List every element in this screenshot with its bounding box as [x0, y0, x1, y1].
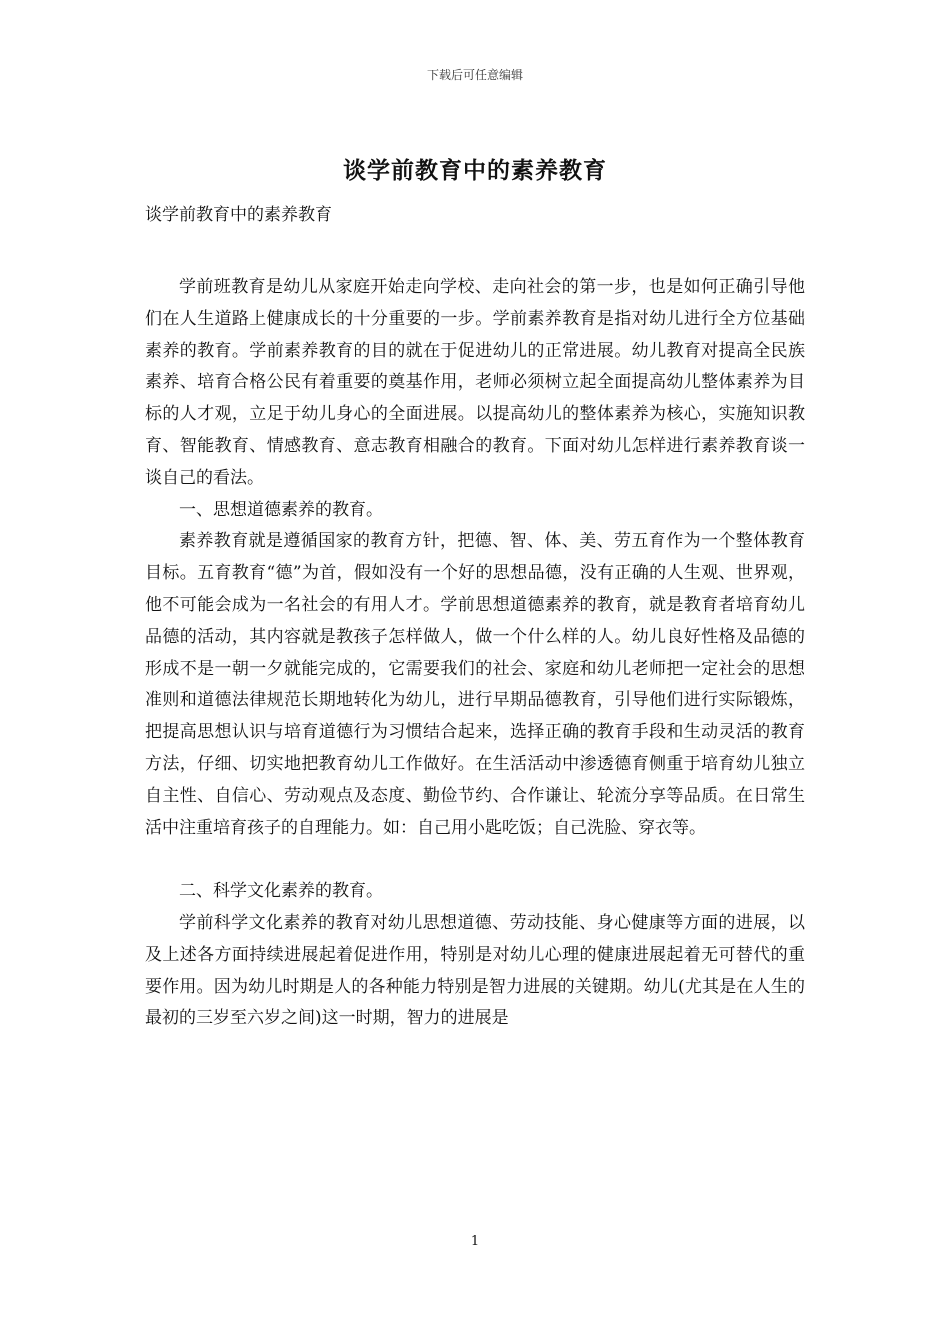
- section-heading-2: 二、科学文化素养的教育。: [179, 881, 383, 902]
- section-heading-1: 一、思想道德素养的教育。: [179, 499, 383, 520]
- document-subtitle: 谈学前教育中的素养教育: [145, 205, 332, 225]
- document-body: [145, 272, 805, 1035]
- document-title: 谈学前教育中的素养教育: [343, 157, 607, 184]
- paragraph-intro: 学前班教育是幼儿从家庭开始走向学校、走向社会的第一步，也是如何正确引导他们在人生道路上健康成长的十分重要的一步。学前素养教育是指对幼儿进行全方位基础素养的教育。学前素养教育的目的就在于促进幼儿的正常进展。幼儿教育对提高全民族素养、培育合格公民有着重要的奠基作用，老师必须树立起全面提高幼儿整体素养为目标的人才观，立足于幼儿身心的全面进展。以提高幼儿的整体素养为核心，实施知识教育、智能教育、情感教育、意志教育相融合的教育。下面对幼儿怎样进行素养教育谈一谈自己的看法。: [145, 277, 805, 488]
- paragraph-section-1: 素养教育就是遵循国家的教育方针，把德、智、体、美、劳五育作为一个整体教育目标。五育教育“德”为首，假如没有一个好的思想品德，没有正确的人生观、世界观，他不可能会成为一名社会的有用人才。学前思想道德素养的教育，就是教育者培育幼儿品德的活动，其内容就是教孩子怎样做人，做一个什么样的人。幼儿良好性格及品德的形成不是一朝一夕就能完成的，它需要我们的社会、家庭和幼儿老师把一定社会的思想准则和道德法律规范长期地转化为幼儿，进行早期品德教育，引导他们进行实际锻炼，把提高思想认识与培育道德行为习惯结合起来，选择正确的教育手段和生动灵活的教育方法，仔细、切实地把教育幼儿工作做好。在生活活动中渗透德育侧重于培育幼儿独立自主性、自信心、劳动观点及态度、勤俭节约、合作谦让、轮流分享等品质。在日常生活中注重培育孩子的自理能力。如：自己用小匙吃饭；自己洗脸、穿衣等。: [145, 531, 805, 838]
- paragraph-section-2: 学前科学文化素养的教育对幼儿思想道德、劳动技能、身心健康等方面的进展，以及上述各方面持续进展起着促进作用，特别是对幼儿心理的健康进展起着无可替代的重要作用。因为幼儿时期是人的各种能力特别是智力进展的关键期。幼儿(尤其是在人生的最初的三岁至六岁之间)这一时期，智力的进展是: [145, 912, 805, 1029]
- page-header: 下载后可任意编辑: [426, 68, 523, 82]
- page-number: 1: [470, 1234, 480, 1249]
